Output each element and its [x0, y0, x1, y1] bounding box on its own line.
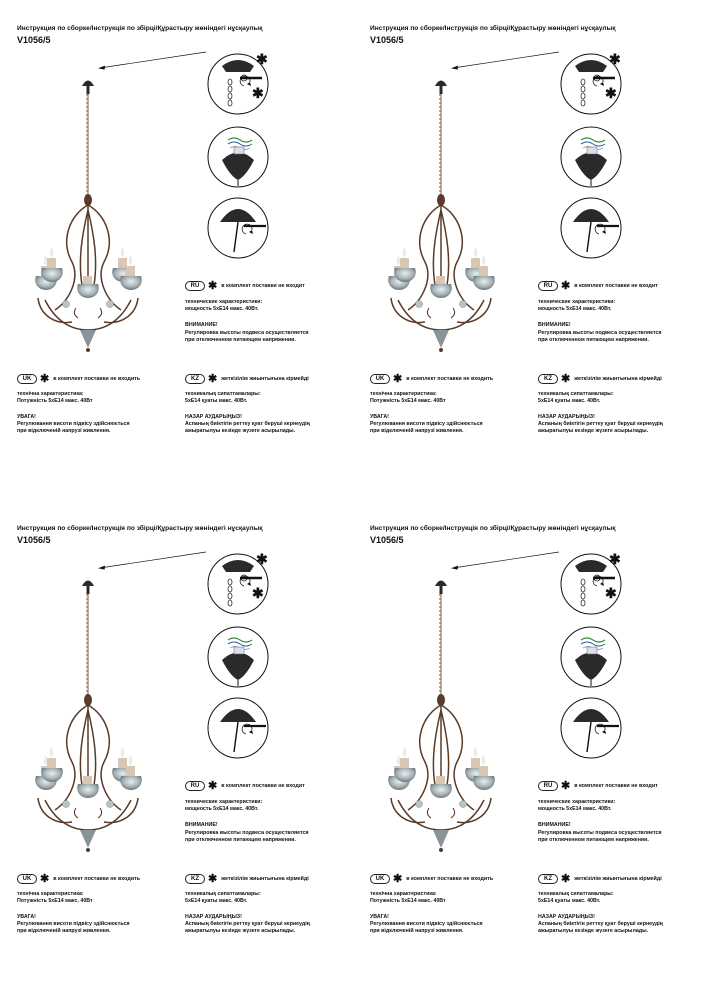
- instruction-panel: [353, 0, 706, 500]
- instruction-panel: [353, 500, 706, 1000]
- svg-text:✱: ✱: [256, 551, 268, 567]
- star-icon: ✱: [208, 873, 218, 885]
- ru-language-badge: RU: [185, 781, 205, 791]
- uk-specs-label: технічна характеристика:: [17, 891, 84, 897]
- kz-specs-value: 5xE14 қуаты макс. 40Вт.: [185, 398, 248, 404]
- ru-specs-label: технические характеристики:: [185, 299, 263, 305]
- document-title: Инструкция по сборке/Інструкція по збірці/Құрастыру жөніндегі нұсқаулық: [17, 525, 263, 532]
- instruction-panel: [0, 0, 353, 500]
- height-adjust-detail-icon: [208, 198, 268, 258]
- uk-warning-label: УВАГА!: [370, 414, 389, 420]
- uk-warning-line1: Регулювання висоти підвісу здійснюється: [17, 421, 130, 427]
- ru-not-included: в комплект поставки не входит: [221, 283, 305, 289]
- uk-specs-value: Потужність 5xE14 макс. 40Вт: [370, 898, 446, 904]
- flower-decor-icon: [416, 301, 467, 308]
- star-icon: ✱: [561, 873, 571, 885]
- star-icon: ✱: [208, 280, 218, 292]
- ru-language-badge: RU: [185, 281, 205, 291]
- kz-specs-label: техникалық сипаттамалары:: [185, 391, 261, 397]
- star-icon: ✱: [561, 280, 571, 292]
- uk-not-included: в комплект поставки не входить: [53, 376, 141, 382]
- model-number: V1056/5: [370, 535, 404, 545]
- uk-not-included: в комплект поставки не входить: [406, 876, 494, 882]
- uk-specs-label: технічна характеристика:: [370, 891, 437, 897]
- kz-warning-line2: ажыратылуы кезінде жүзеге асырылады.: [538, 428, 649, 434]
- chain-icon: [440, 94, 441, 196]
- wiring-detail-icon: [561, 127, 621, 187]
- ru-warning-line2: при отключенном питающем напряжении.: [538, 337, 649, 343]
- svg-text:✱: ✱: [252, 85, 264, 101]
- kz-warning-label: НАЗАР АУДАРЫҢЫЗ!: [538, 914, 595, 920]
- ru-specs-value: мощность 5xE14 макс. 40Вт.: [185, 806, 259, 812]
- canopy-icon: [435, 81, 447, 95]
- wiring-detail-icon: [208, 127, 268, 187]
- svg-text:✱: ✱: [256, 51, 268, 67]
- star-icon: ✱: [393, 373, 403, 385]
- uk-specs-label: технічна характеристика:: [370, 391, 437, 397]
- star-icon: ✱: [393, 873, 403, 885]
- svg-text:✱: ✱: [609, 51, 621, 67]
- ru-warning-line1: Регулировка высоты подвеса осуществляется: [538, 830, 662, 836]
- uk-warning-label: УВАГА!: [17, 914, 36, 920]
- instruction-panel: [0, 500, 353, 1000]
- uk-specs-label: технічна характеристика:: [17, 391, 84, 397]
- kz-not-included: жеткізілім жиынтығына кірмейді: [221, 376, 309, 382]
- wiring-detail-icon: [208, 627, 268, 687]
- flower-decor-icon: [63, 301, 114, 308]
- ru-warning-label: ВНИМАНИЕ!: [185, 822, 218, 828]
- document-title: Инструкция по сборке/Інструкція по збірці/Құрастыру жөніндегі нұсқаулық: [370, 525, 616, 532]
- ru-specs-value: мощность 5xE14 макс. 40Вт.: [185, 306, 259, 312]
- star-icon: ✱: [40, 373, 50, 385]
- uk-specs-value: Потужність 5xE14 макс. 40Вт: [17, 398, 93, 404]
- kz-specs-label: техникалық сипаттамалары:: [185, 891, 261, 897]
- uk-warning-line2: при відключеній напрузі живлення.: [17, 928, 111, 934]
- ru-warning-line1: Регулировка высоты подвеса осуществляется: [185, 330, 309, 336]
- document-title: Инструкция по сборке/Інструкція по збірці/Құрастыру жөніндегі нұсқаулық: [370, 25, 616, 32]
- height-adjust-detail-icon: [208, 698, 268, 758]
- chain-icon: [87, 594, 88, 696]
- ru-specs-value: мощность 5xE14 макс. 40Вт.: [538, 806, 612, 812]
- uk-warning-label: УВАГА!: [370, 914, 389, 920]
- kz-warning-line2: ажыратылуы кезінде жүзеге асырылады.: [538, 928, 649, 934]
- height-adjust-detail-icon: [561, 198, 621, 258]
- svg-text:✱: ✱: [252, 585, 264, 601]
- height-adjust-detail-icon: [561, 698, 621, 758]
- ru-not-included: в комплект поставки не входит: [221, 783, 305, 789]
- uk-not-included: в комплект поставки не входить: [53, 876, 141, 882]
- ru-language-badge: RU: [538, 781, 558, 791]
- ru-warning-label: ВНИМАНИЕ!: [185, 322, 218, 328]
- ru-warning-line1: Регулировка высоты подвеса осуществляется: [185, 830, 309, 836]
- kz-specs-value: 5xE14 қуаты макс. 40Вт.: [538, 398, 601, 404]
- uk-specs-value: Потужність 5xE14 макс. 40Вт: [17, 898, 93, 904]
- kz-warning-label: НАЗАР АУДАРЫҢЫЗ!: [538, 414, 595, 420]
- kz-warning-line1: Аспаның биіктігін реттеу қуат беруші кернеудің: [185, 421, 310, 427]
- kz-language-badge: KZ: [538, 874, 558, 884]
- uk-specs-value: Потужність 5xE14 макс. 40Вт: [370, 398, 446, 404]
- kz-not-included: жеткізілім жиынтығына кірмейді: [574, 376, 662, 382]
- ru-warning-label: ВНИМАНИЕ!: [538, 322, 571, 328]
- model-number: V1056/5: [17, 535, 51, 545]
- star-icon: ✱: [208, 780, 218, 792]
- svg-text:✱: ✱: [609, 551, 621, 567]
- ru-warning-label: ВНИМАНИЕ!: [538, 822, 571, 828]
- ru-language-badge: RU: [538, 281, 558, 291]
- kz-language-badge: KZ: [185, 874, 205, 884]
- uk-language-badge: UK: [370, 874, 390, 884]
- star-icon: ✱: [561, 780, 571, 792]
- wiring-detail-icon: [561, 627, 621, 687]
- svg-text:✱: ✱: [605, 85, 617, 101]
- document-title: Инструкция по сборке/Інструкція по збірці/Құрастыру жөніндегі нұсқаулық: [17, 25, 263, 32]
- uk-warning-line1: Регулювання висоти підвісу здійснюється: [17, 921, 130, 927]
- ru-specs-label: технические характеристики:: [538, 299, 616, 305]
- kz-warning-line1: Аспаның биіктігін реттеу қуат беруші кернеудің: [538, 421, 663, 427]
- uk-warning-line1: Регулювання висоти підвісу здійснюється: [370, 421, 483, 427]
- canopy-icon: [82, 81, 94, 95]
- kz-not-included: жеткізілім жиынтығына кірмейді: [574, 876, 662, 882]
- kz-specs-value: 5xE14 қуаты макс. 40Вт.: [185, 898, 248, 904]
- kz-language-badge: KZ: [185, 374, 205, 384]
- uk-warning-line2: при відключеній напрузі живлення.: [370, 428, 464, 434]
- canopy-icon: [435, 581, 447, 595]
- uk-warning-line2: при відключеній напрузі живлення.: [17, 428, 111, 434]
- ru-not-included: в комплект поставки не входит: [574, 783, 658, 789]
- model-number: V1056/5: [370, 35, 404, 45]
- canopy-mount-detail-icon: [561, 51, 621, 114]
- kz-warning-label: НАЗАР АУДАРЫҢЫЗ!: [185, 914, 242, 920]
- chain-icon: [87, 94, 88, 196]
- kz-warning-line1: Аспаның биіктігін реттеу қуат беруші кернеудің: [538, 921, 663, 927]
- ru-not-included: в комплект поставки не входит: [574, 283, 658, 289]
- flower-decor-icon: [416, 801, 467, 808]
- canopy-mount-detail-icon: [208, 51, 268, 114]
- uk-language-badge: UK: [370, 374, 390, 384]
- ru-specs-label: технические характеристики:: [538, 799, 616, 805]
- ru-warning-line1: Регулировка высоты подвеса осуществляется: [538, 330, 662, 336]
- uk-warning-line2: при відключеній напрузі живлення.: [370, 928, 464, 934]
- kz-warning-line2: ажыратылуы кезінде жүзеге асырылады.: [185, 928, 296, 934]
- canopy-mount-detail-icon: [208, 551, 268, 614]
- chain-icon: [440, 594, 441, 696]
- ru-specs-label: технические характеристики:: [185, 799, 263, 805]
- kz-not-included: жеткізілім жиынтығына кірмейді: [221, 876, 309, 882]
- kz-specs-label: техникалық сипаттамалары:: [538, 391, 614, 397]
- kz-specs-label: техникалық сипаттамалары:: [538, 891, 614, 897]
- star-icon: ✱: [40, 873, 50, 885]
- uk-warning-label: УВАГА!: [17, 414, 36, 420]
- star-icon: ✱: [561, 373, 571, 385]
- svg-text:✱: ✱: [605, 585, 617, 601]
- canopy-icon: [82, 581, 94, 595]
- ru-specs-value: мощность 5xE14 макс. 40Вт.: [538, 306, 612, 312]
- kz-warning-line1: Аспаның биіктігін реттеу қуат беруші кернеудің: [185, 921, 310, 927]
- uk-language-badge: UK: [17, 374, 37, 384]
- star-icon: ✱: [208, 373, 218, 385]
- kz-specs-value: 5xE14 қуаты макс. 40Вт.: [538, 898, 601, 904]
- ru-warning-line2: при отключенном питающем напряжении.: [185, 837, 296, 843]
- flower-decor-icon: [63, 801, 114, 808]
- model-number: V1056/5: [17, 35, 51, 45]
- uk-warning-line1: Регулювання висоти підвісу здійснюється: [370, 921, 483, 927]
- uk-language-badge: UK: [17, 874, 37, 884]
- ru-warning-line2: при отключенном питающем напряжении.: [538, 837, 649, 843]
- uk-not-included: в комплект поставки не входить: [406, 376, 494, 382]
- ru-warning-line2: при отключенном питающем напряжении.: [185, 337, 296, 343]
- kz-language-badge: KZ: [538, 374, 558, 384]
- kz-warning-line2: ажыратылуы кезінде жүзеге асырылады.: [185, 428, 296, 434]
- canopy-mount-detail-icon: [561, 551, 621, 614]
- kz-warning-label: НАЗАР АУДАРЫҢЫЗ!: [185, 414, 242, 420]
